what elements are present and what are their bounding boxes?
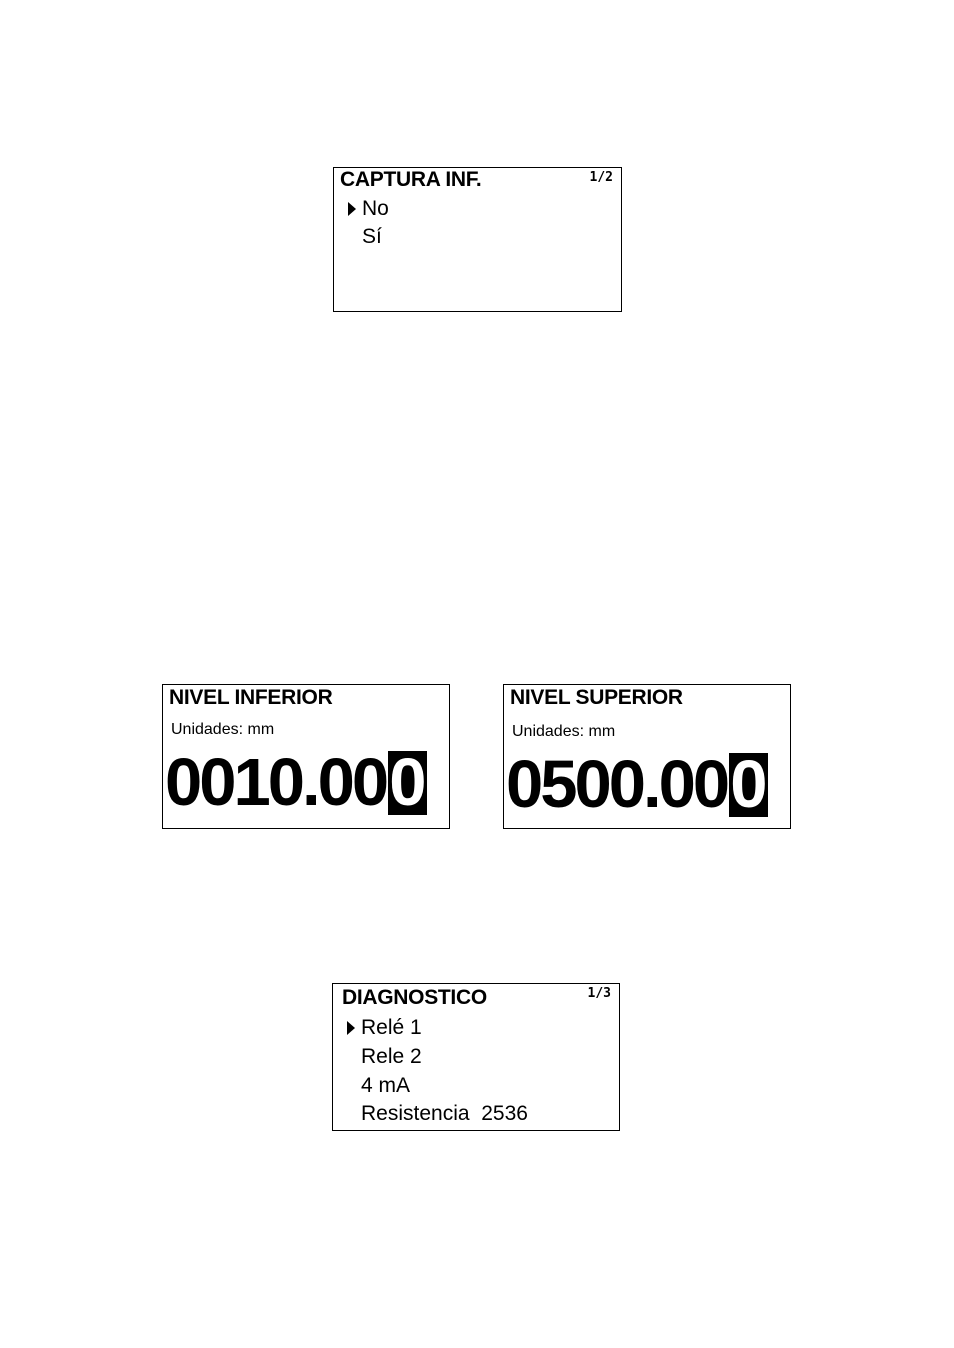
captura-inf-screen xyxy=(333,167,622,312)
nivel-inferior-screen xyxy=(162,684,450,829)
screen-title: CAPTURA INF. xyxy=(340,168,482,191)
menu-item-label: Sí xyxy=(362,225,382,248)
nivel-superior-screen xyxy=(503,684,791,829)
menu-item-si[interactable] xyxy=(340,223,382,251)
menu-item-resistencia[interactable] xyxy=(339,1100,528,1128)
menu-item-label: 4 mA xyxy=(361,1074,411,1097)
menu-item-label: Relé 1 xyxy=(361,1016,422,1039)
page-indicator: 1/2 xyxy=(589,170,613,185)
menu-item-label: No xyxy=(362,197,389,220)
selection-arrow-icon xyxy=(347,1021,355,1035)
edit-cursor-digit[interactable]: 0 xyxy=(730,747,768,822)
menu-item-rele-2[interactable] xyxy=(339,1043,422,1071)
menu-item-no[interactable] xyxy=(340,195,389,223)
menu-item-4ma[interactable] xyxy=(339,1072,410,1100)
page-indicator: 1/3 xyxy=(587,986,611,1001)
menu-item-label: Rele 2 xyxy=(361,1045,422,1068)
menu-item-rele-1[interactable] xyxy=(339,1014,422,1042)
screen-title: DIAGNOSTICO xyxy=(342,986,487,1009)
selection-arrow-icon xyxy=(348,202,356,216)
units-label: Unidades: mm xyxy=(512,723,616,740)
value-digits: 0500.00 xyxy=(506,747,728,822)
value-digits: 0010.00 xyxy=(165,745,387,820)
edit-cursor-digit[interactable]: 0 xyxy=(389,745,427,820)
diagnostico-screen xyxy=(332,983,620,1131)
value-editor[interactable] xyxy=(506,745,768,825)
screen-title: NIVEL INFERIOR xyxy=(169,686,333,709)
units-label: Unidades: mm xyxy=(171,721,275,738)
value-editor[interactable] xyxy=(165,743,427,823)
menu-item-label: Resistencia 2536 xyxy=(361,1102,528,1125)
screen-title: NIVEL SUPERIOR xyxy=(510,686,683,709)
